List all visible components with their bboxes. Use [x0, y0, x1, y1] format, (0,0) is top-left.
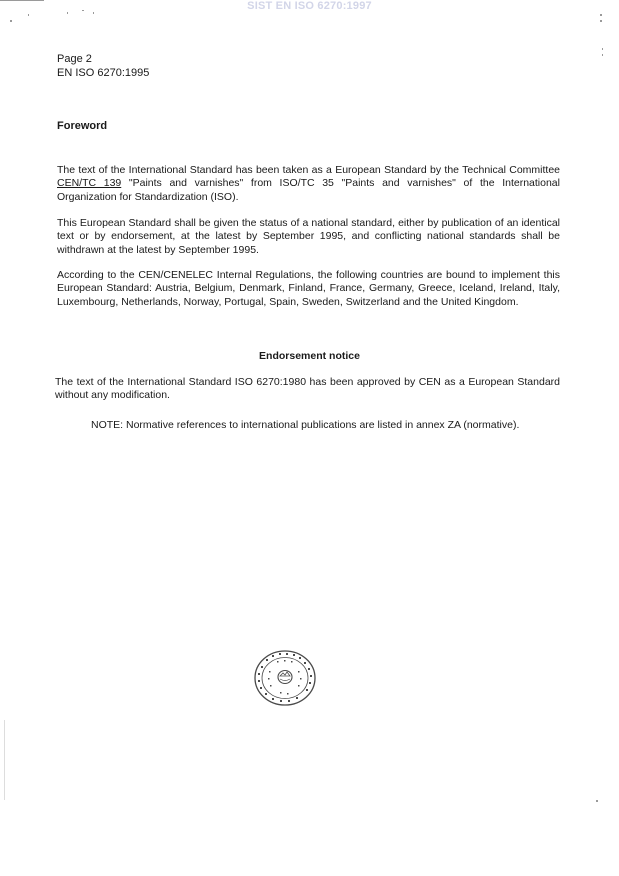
scan-speck	[600, 20, 602, 22]
scan-speck	[0, 0, 44, 1]
endorsement-paragraph: The text of the International Standard ISO 6270:1980 has been approved by CEN as a European Standard without any modification.	[55, 376, 560, 402]
scan-speck	[602, 48, 603, 50]
scan-speck	[10, 20, 12, 22]
foreword-paragraph-1	[57, 164, 560, 204]
scan-speck	[28, 14, 29, 16]
foreword-paragraph-3: According to the CEN/CENELEC Internal Regulations, the following countries are bound to implement this European Standard: Austria, Belgium, Denmark, Finland, France, Germany, Greece, Iceland, Ireland, Italy, Luxembourg, Netherlands, Norway, Portugal, Spain, Sweden, Switzerland and the United Kingdom.	[57, 269, 560, 308]
watermark: SIST EN ISO 6270:1997	[247, 0, 372, 12]
scan-speck	[602, 54, 603, 56]
scan-speck	[596, 800, 598, 802]
scan-speck	[82, 10, 84, 11]
document-id: EN ISO 6270:1995	[57, 67, 150, 79]
official-seal-stamp	[252, 649, 318, 707]
foreword-text-end: "Paints and varnishes" from ISO/TC 35 "Paints and varnishes" of the International Organization for Standardization (ISO).	[57, 177, 560, 203]
endorsement-heading: Endorsement notice	[259, 350, 360, 362]
normative-note: NOTE: Normative references to international publications are listed in annex ZA (normative).	[91, 419, 520, 431]
page-number: Page 2	[57, 53, 92, 65]
scan-speck	[600, 14, 602, 16]
page-header	[57, 52, 149, 80]
scan-speck	[67, 12, 68, 14]
scan-speck	[4, 720, 5, 800]
scan-speck	[93, 12, 94, 14]
foreword-paragraph-2: This European Standard shall be given the status of a national standard, either by publication of an identical text or by endorsement, at the latest by September 1995, and conflicting national standards shall be withdrawn at the latest by September 1995.	[57, 217, 560, 256]
foreword-heading: Foreword	[57, 120, 108, 132]
committee-reference: CEN/TC 139	[57, 177, 122, 190]
foreword-text-start: The text of the International Standard has been taken as a European Standard by the Technical Committee	[57, 164, 560, 176]
